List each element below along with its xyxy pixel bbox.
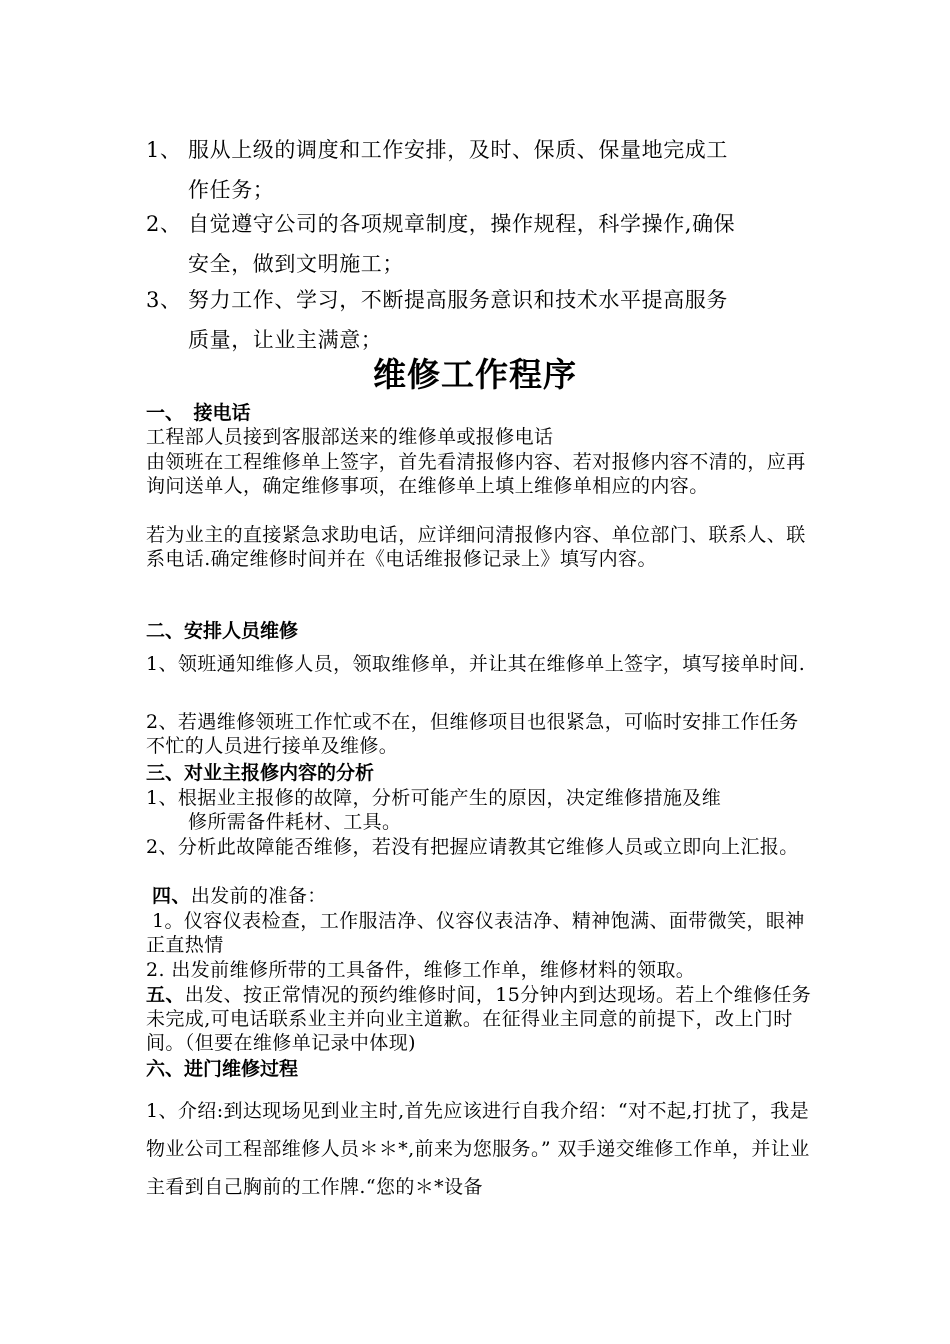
section-2-paragraph-2: 2、若遇维修领班工作忙或不在，但维修项目也很紧急，可临时安排工作任务不忙的人员进行接单及维修。 xyxy=(146,711,799,757)
duty-text-line1: 服从上级的调度和工作安排，及时、保质、保量地完成工 xyxy=(188,138,728,162)
duty-item-2 xyxy=(146,204,812,284)
duty-text-line1: 自觉遵守公司的各项规章制度，操作规程，科学操作,确保 xyxy=(188,212,736,236)
section-3-paragraph-1 xyxy=(146,786,814,834)
section-1-paragraph-3: 若为业主的直接紧急求助电话，应详细问清报修内容、单位部门、联系人、联系电话.确定维修时间并在《电话维报修记录上》填写内容。 xyxy=(146,524,806,570)
section-6-heading: 六、进门维修过程 xyxy=(146,1058,299,1080)
duty-number: 3、 xyxy=(146,288,182,312)
duty-number: 2、 xyxy=(146,212,182,236)
section-3-paragraph-2: 2、分析此故障能否维修，若没有把握应请教其它维修人员或立即向上汇报。 xyxy=(146,836,799,858)
section-2-paragraph-1: 1、领班通知维修人员，领取维修单，并让其在维修单上签字，填写接单时间. xyxy=(146,653,806,675)
section-4-paragraph-2: 2. 出发前维修所带的工具备件，维修工作单，维修材料的领取。 xyxy=(146,959,696,981)
section-1-paragraph-2: 由领班在工程维修单上签字，首先看清报修内容、若对报修内容不清的，应再询问送单人，确定维修事项，在维修单上填上维修单相应的内容。 xyxy=(146,451,806,497)
section-3-paragraph-1-line1: 1、根据业主报修的故障，分析可能产生的原因，决定维修措施及维 xyxy=(146,787,722,809)
duty-text-line2: 质量，让业主满意； xyxy=(188,328,383,352)
section-1-paragraph-1: 工程部人员接到客服部送来的维修单或报修电话 xyxy=(146,426,554,448)
section-2-heading: 二、安排人员维修 xyxy=(146,620,299,642)
section-6-paragraph-1: 1、介绍:到达现场见到业主时,首先应该进行自我介绍：“对不起,打扰了，我是物业公司工程部维修人员＊＊*,前来为您服务。” 双手递交维修工作单，并让业主看到自己胸前的工作牌.“您的＊*设备 xyxy=(146,1100,810,1198)
section-5-heading-number: 五、 xyxy=(146,984,185,1006)
duty-text-line1: 努力工作、学习，不断提高服务意识和技术水平提高服务 xyxy=(188,288,728,312)
section-5-text: 出发、按正常情况的预约维修时间，15分钟内到达现场。若上个维修任务未完成,可电话联系业主并向业主道歉。在征得业主同意的前提下，改上门时间。（但要在维修单记录中体现) xyxy=(146,984,812,1054)
section-3-paragraph-1-line2: 修所需备件耗材、工具。 xyxy=(188,811,402,833)
section-4-paragraph-1: 1。仪容仪表检查，工作服洁净、仪容仪表洁净、精神饱满、面带微笑，眼神正直热情 xyxy=(146,910,805,956)
section-1-heading: 一、 接电话 xyxy=(146,402,251,424)
section-4-heading-number: 四、 xyxy=(152,885,191,907)
section-4-heading-text: 出发前的准备： xyxy=(190,885,327,907)
duty-item-1 xyxy=(146,130,812,210)
section-5-paragraph xyxy=(146,983,814,1055)
page-title: 维修工作程序 xyxy=(373,355,577,394)
section-4-heading xyxy=(152,884,820,908)
duty-number: 1、 xyxy=(146,138,182,162)
duty-text-line2: 作任务； xyxy=(188,178,275,202)
duty-item-3 xyxy=(146,280,812,360)
duty-text-line2: 安全，做到文明施工； xyxy=(188,252,404,276)
section-3-heading: 三、对业主报修内容的分析 xyxy=(146,762,375,784)
